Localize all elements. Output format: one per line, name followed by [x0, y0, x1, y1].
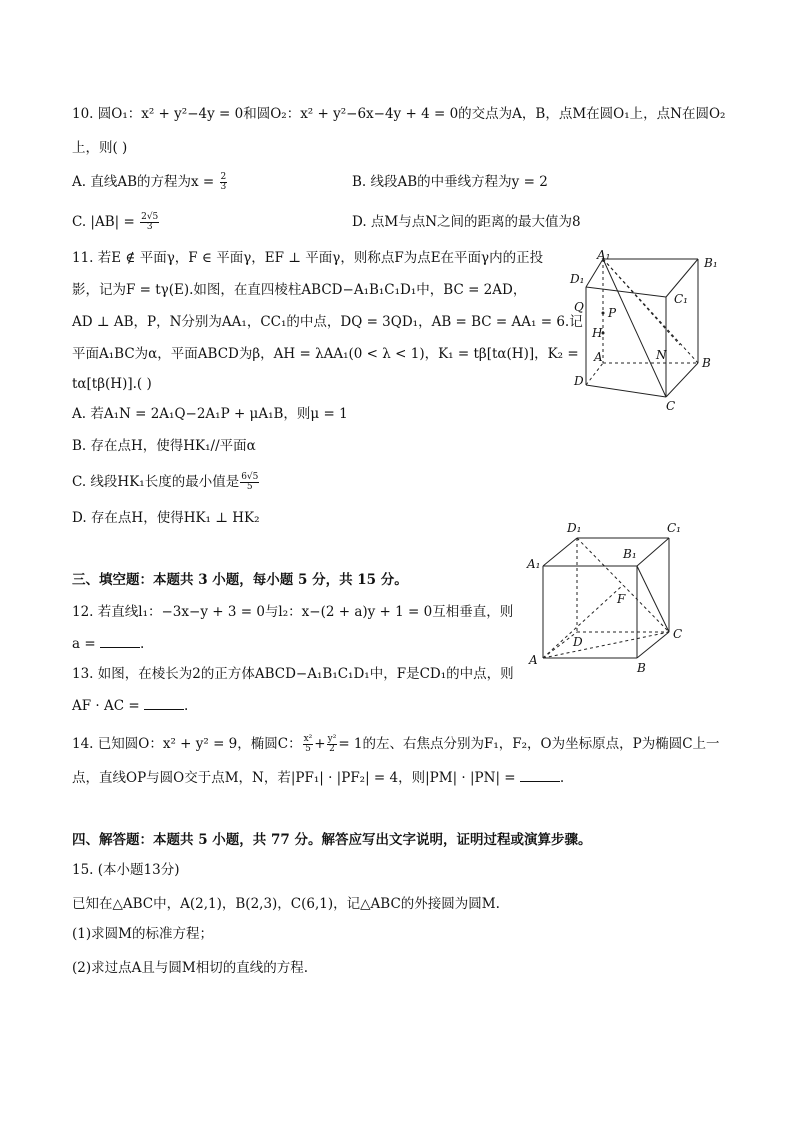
q13-line1: 13. 如图，在棱长为2的正方体ABCD−A₁B₁C₁D₁中，F是CD₁的中点，则	[72, 666, 514, 682]
q11-option-c: C. 线段HK₁长度的最小值是 $\frac{6√5}{5}$	[72, 472, 259, 492]
fraction: $\frac{\text{y²}}{2}$	[327, 734, 337, 754]
prism-figure	[560, 245, 730, 420]
fig1-label-c1: C₁	[674, 292, 688, 306]
fig2-label-a1: A₁	[527, 557, 541, 571]
q15-part2: (2)求过点A且与圆M相切的直线的方程.	[72, 960, 308, 976]
fig2-label-d: D	[573, 635, 583, 649]
q11-line1: 11. 若E ∉ 平面γ，F ∈ 平面γ，EF ⊥ 平面γ，则称点F为点E在平面γ内的正投	[72, 250, 544, 266]
q11-option-d: D. 存在点H，使得HK₁ ⊥ HK₂	[72, 510, 260, 526]
fig1-label-b: B	[702, 356, 711, 370]
section-4-title: 四、解答题：本题共 5 小题，共 77 分。解答应写出文字说明，证明过程或演算步骤。	[72, 832, 592, 848]
fig1-label-b1: B₁	[704, 256, 718, 270]
section-3-title: 三、填空题：本题共 3 小题，每小题 5 分，共 15 分。	[72, 572, 408, 588]
q12-line2: a = .	[72, 636, 145, 652]
fraction: $\frac{6√5}{5}$	[241, 472, 259, 492]
fig2-label-b: B	[637, 661, 646, 675]
q11-line3: AD ⊥ AB，P，N分别为AA₁，CC₁的中点，DQ = 3QD₁，AB = BC = AA₁ = 6.记	[72, 314, 583, 330]
q13-line2: AF · AC = .	[72, 698, 189, 714]
fraction: $\frac{2}{3}$	[220, 172, 227, 192]
fraction: $\frac{\text{x²}}{5}$	[303, 734, 313, 754]
fig2-label-a: A	[529, 653, 538, 667]
fig1-label-d1: D₁	[570, 272, 585, 286]
fig1-label-p: P	[608, 306, 617, 320]
q11-line2: 影，记为F = tγ(E).如图，在直四棱柱ABCD−A₁B₁C₁D₁中，BC = 2AD，	[72, 282, 527, 298]
answer-blank	[100, 635, 140, 648]
fig1-label-c: C	[666, 399, 676, 413]
q10-option-c: C. |AB| = $\frac{2√5}{3}$	[72, 212, 159, 232]
fig2-label-c: C	[673, 627, 683, 641]
fig2-label-c1: C₁	[667, 521, 681, 535]
q14-line1: 14. 已知圆O：x² + y² = 9，椭圆C： $\frac{\text{x²}}{5}$ + $\frac{\text{y²}}{2}$ = 1的左、右焦点分别为F₁，F₂，O为坐标原点，P为椭圆C上一	[72, 734, 720, 754]
edge	[586, 287, 666, 297]
q11-line4: 平面A₁BC为α，平面ABCD为β，AH = λAA₁(0 < λ < 1)，K₁ = tβ[tα(H)]，K₂ =	[72, 346, 579, 362]
fig1-label-a: A	[594, 350, 603, 364]
answer-blank	[144, 697, 184, 710]
q14-line2: 点，直线OP与圆O交于点M，N，若|PF₁| · |PF₂| = 4，则|PM| · |PN| = .	[72, 770, 565, 786]
fig1-label-q: Q	[574, 300, 584, 314]
q10-option-b: B. 线段AB的中垂线方程为y = 2	[352, 174, 548, 190]
fig1-label-h: H	[592, 326, 603, 340]
q15-head: 15. (本小题13分)	[72, 862, 180, 878]
fraction: $\frac{2√5}{3}$	[141, 212, 159, 232]
answer-blank	[520, 769, 560, 782]
q15-part1: (1)求圆M的标准方程；	[72, 926, 213, 942]
q11-option-b: B. 存在点H，使得HK₁//平面α	[72, 438, 256, 454]
fig2-label-d1: D₁	[567, 521, 582, 535]
q11-option-a: A. 若A₁N = 2A₁Q−2A₁P + μA₁B，则μ = 1	[72, 406, 348, 422]
q10-stem-line1: 10. 圆O₁：x² + y²−4y = 0和圆O₂：x² + y²−6x−4y + 4 = 0的交点为A，B，点M在圆O₁上，点N在圆O₂	[72, 106, 726, 122]
q10-stem-line2: 上，则( )	[72, 140, 128, 156]
q10-option-a: A. 直线AB的方程为x = $\frac{2}{3}$	[72, 172, 227, 192]
q11-line5: tα[tβ(H)].( )	[72, 376, 152, 392]
q15-stem: 已知在△ABC中，A(2,1)，B(2,3)，C(6,1)，记△ABC的外接圆为圆M.	[72, 896, 500, 912]
q12-line1: 12. 若直线l₁：−3x−y + 3 = 0与l₂：x−(2 + a)y + 1 = 0互相垂直，则	[72, 604, 514, 620]
fig1-label-d: D	[574, 374, 584, 388]
fig2-label-f: F	[617, 592, 626, 606]
fig1-label-n: N	[656, 348, 667, 362]
fig2-label-b1: B₁	[623, 547, 637, 561]
cube-figure	[525, 518, 695, 678]
q10-option-d: D. 点M与点N之间的距离的最大值为8	[352, 214, 581, 230]
fig1-label-a1: A₁	[597, 248, 611, 262]
